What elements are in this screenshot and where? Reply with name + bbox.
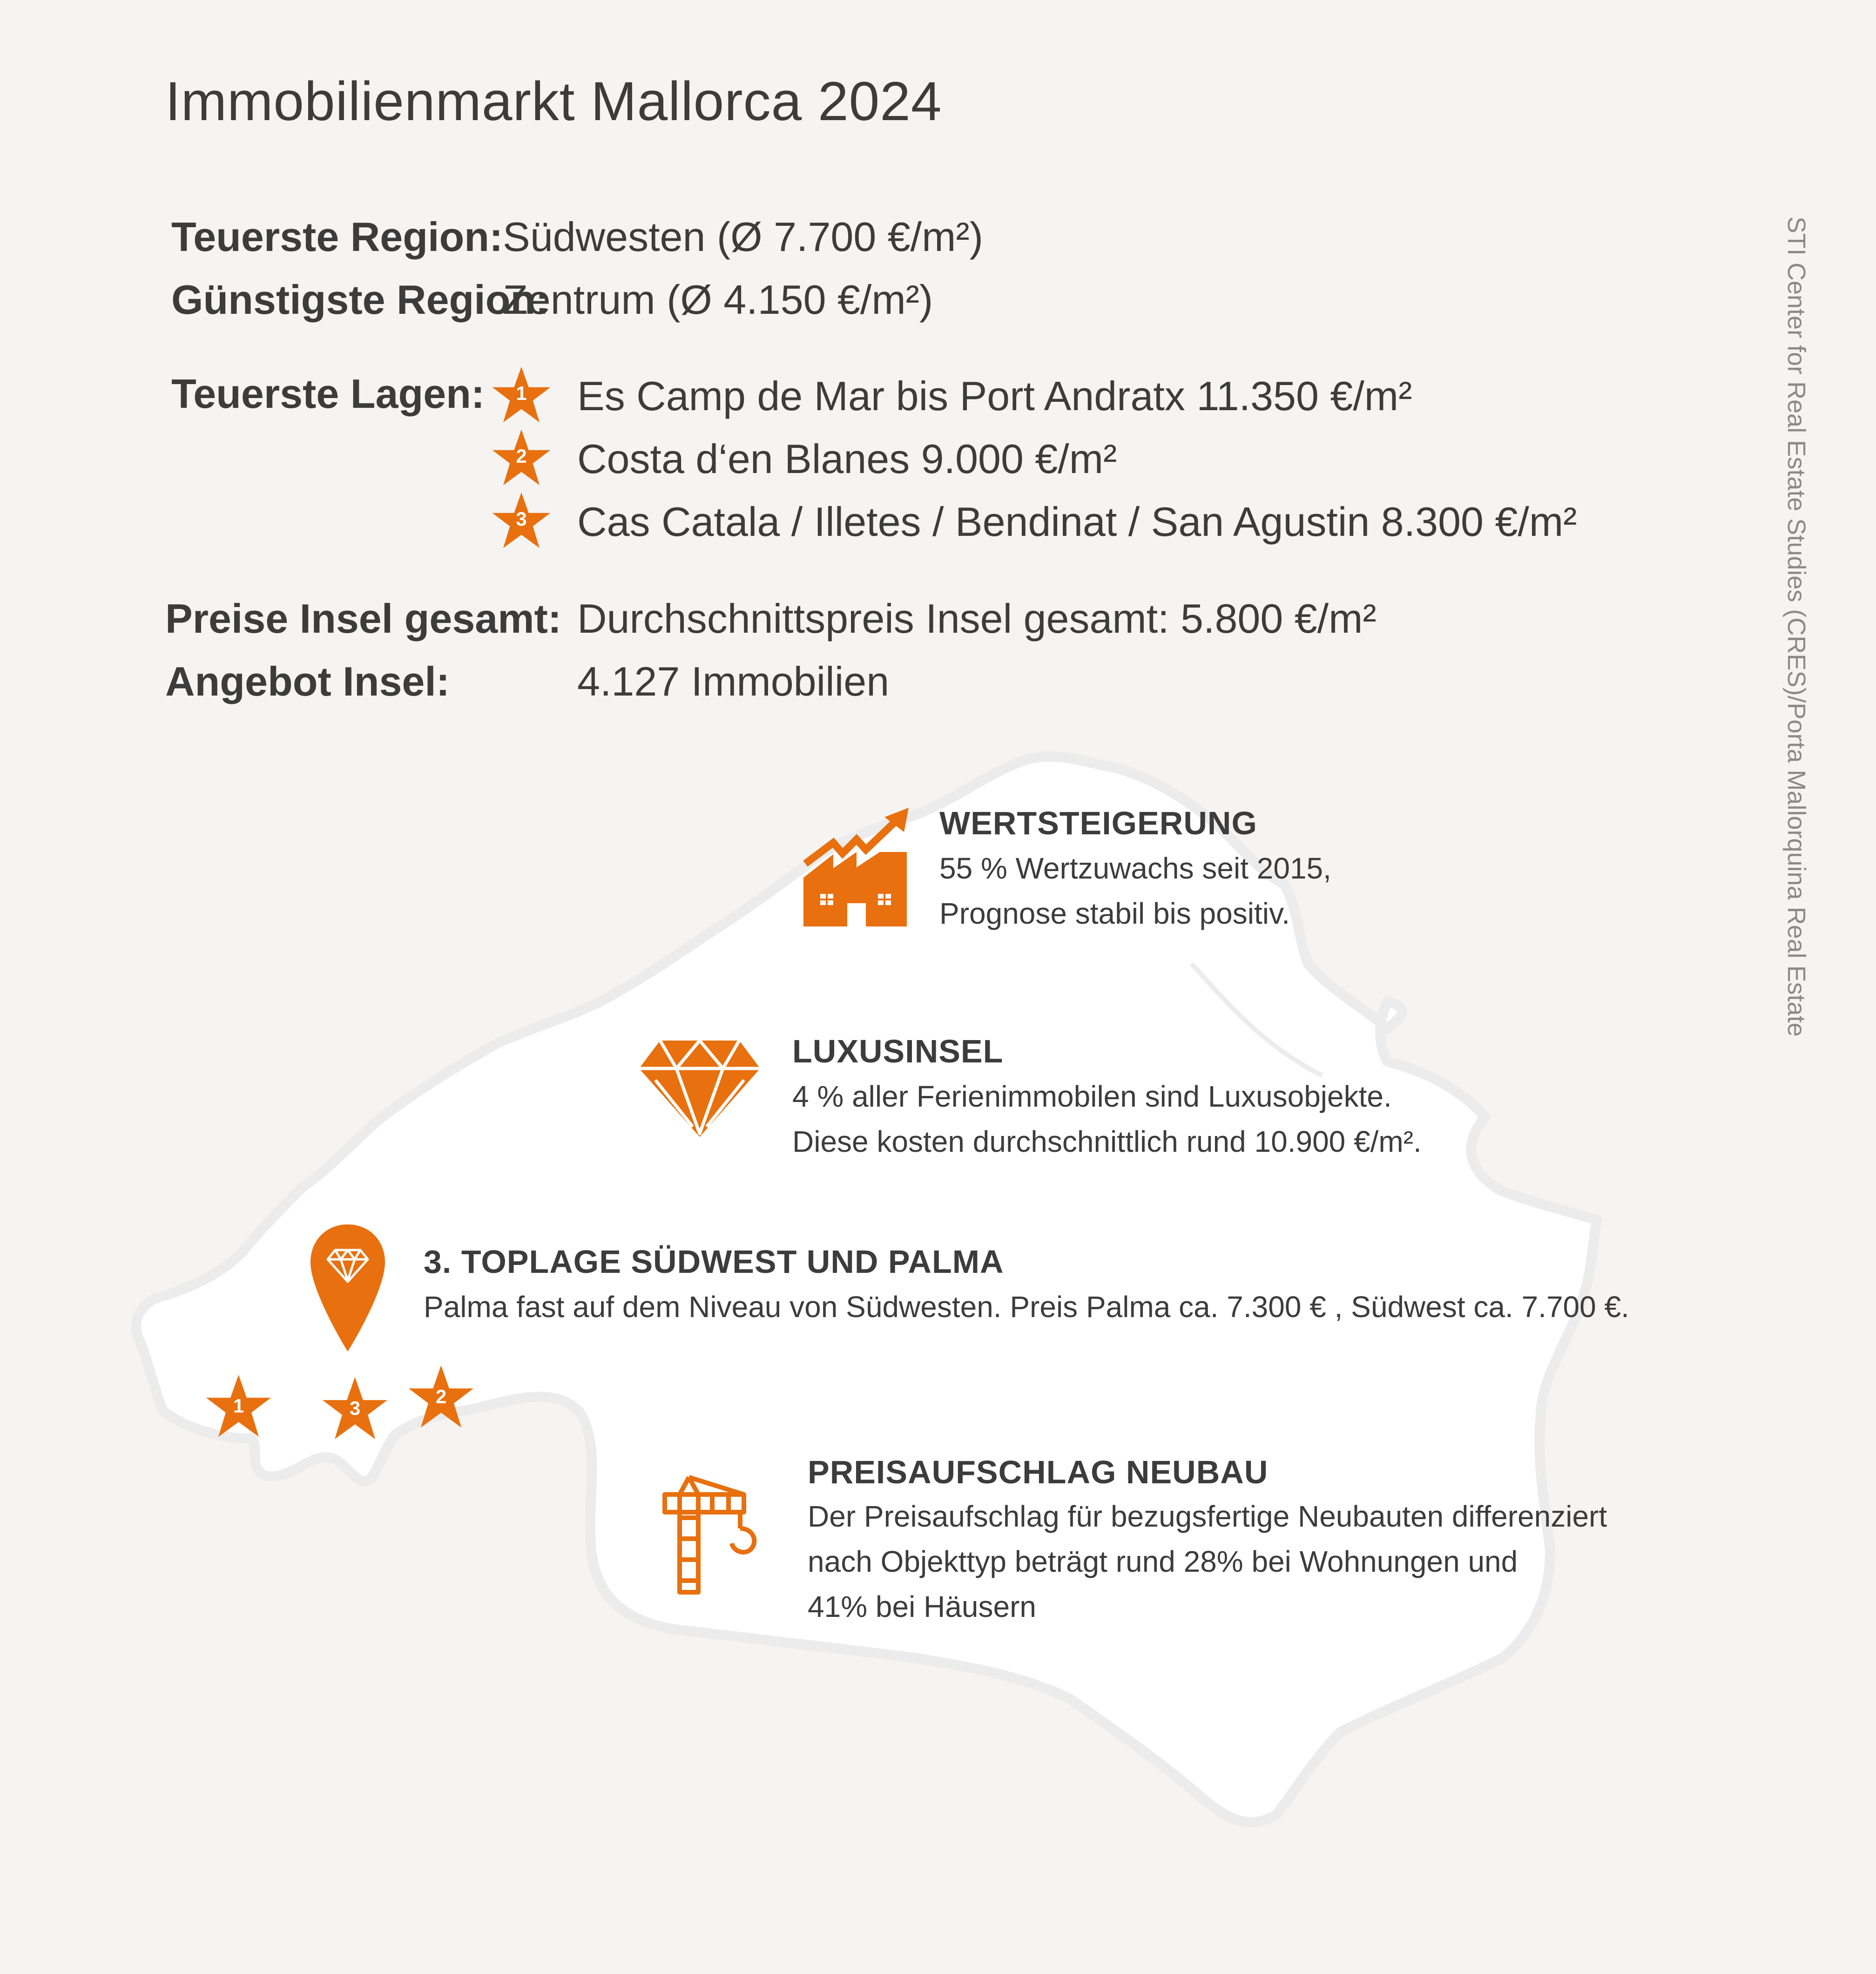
growth-line: 55 % Wertzuwachs seit 2015,	[939, 852, 1331, 885]
crane-icon	[661, 1474, 782, 1595]
page-title: Immobilienmarkt Mallorca 2024	[165, 71, 942, 132]
newbuild-line: Der Preisaufschlag für bezugsfertige Neubauten differenziert	[808, 1500, 1607, 1533]
island-price-value: Durchschnittspreis Insel gesamt: 5.800 €/m²	[577, 595, 1377, 642]
expensive-region-label: Teuerste Region:	[171, 214, 503, 260]
newbuild-line: nach Objekttyp beträgt rund 28% bei Wohnungen und	[808, 1545, 1518, 1578]
toplage-line: Palma fast auf dem Niveau von Südwesten. Preis Palma ca. 7.300 € , Südwest ca. 7.700 €.	[424, 1290, 1629, 1324]
map-star-number: 2	[435, 1386, 447, 1407]
map-star-number: 1	[233, 1395, 244, 1417]
cheap-region-label: Günstigste Region:	[171, 277, 549, 323]
map-star-2	[407, 1364, 475, 1432]
top-locations-label: Teuerste Lagen:	[171, 371, 485, 417]
toplage-heading: 3. TOPLAGE SÜDWEST UND PALMA	[424, 1244, 1004, 1280]
island-offer-label: Angebot Insel:	[165, 658, 450, 704]
island-offer-value: 4.127 Immobilien	[577, 658, 890, 704]
rank-number: 1	[516, 382, 527, 404]
cheap-region-value: Zentrum (Ø 4.150 €/m²)	[503, 277, 933, 323]
rank-number: 2	[516, 445, 527, 467]
top-location-3: Cas Catala / Illetes / Bendinat / San Agustin 8.300 €/m²	[577, 499, 1577, 545]
luxury-line: Diese kosten durchschnittlich rund 10.900 €/m².	[792, 1125, 1422, 1158]
house-growth-icon	[801, 808, 912, 926]
growth-line: Prognose stabil bis positiv.	[939, 897, 1290, 930]
location-pin-diamond-icon	[308, 1222, 387, 1352]
rank-number: 3	[516, 508, 527, 530]
map-star-3	[321, 1376, 389, 1443]
top-location-2: Costa d‘en Blanes 9.000 €/m²	[577, 436, 1117, 482]
luxury-heading: LUXUSINSEL	[792, 1033, 1004, 1069]
rank-star-1	[491, 365, 552, 426]
diamond-icon	[637, 1038, 763, 1138]
map-star-1	[205, 1373, 272, 1441]
source-credit: STI Center for Real Estate Studies (CRES)/Porta Mallorquina Real Estate	[1782, 216, 1810, 1037]
rank-star-3	[491, 491, 552, 552]
expensive-region-value: Südwesten (Ø 7.700 €/m²)	[503, 214, 984, 260]
island-price-label: Preise Insel gesamt:	[165, 595, 562, 642]
rank-star-2	[491, 428, 552, 489]
newbuild-line: 41% bei Häusern	[808, 1590, 1036, 1623]
map-star-number: 3	[349, 1397, 361, 1419]
newbuild-heading: PREISAUFSCHLAG NEUBAU	[808, 1454, 1269, 1490]
luxury-line: 4 % aller Ferienimmobilen sind Luxusobjekte.	[792, 1080, 1392, 1113]
growth-heading: WERTSTEIGERUNG	[939, 805, 1257, 841]
top-location-1: Es Camp de Mar bis Port Andratx 11.350 €/m²	[577, 373, 1412, 419]
